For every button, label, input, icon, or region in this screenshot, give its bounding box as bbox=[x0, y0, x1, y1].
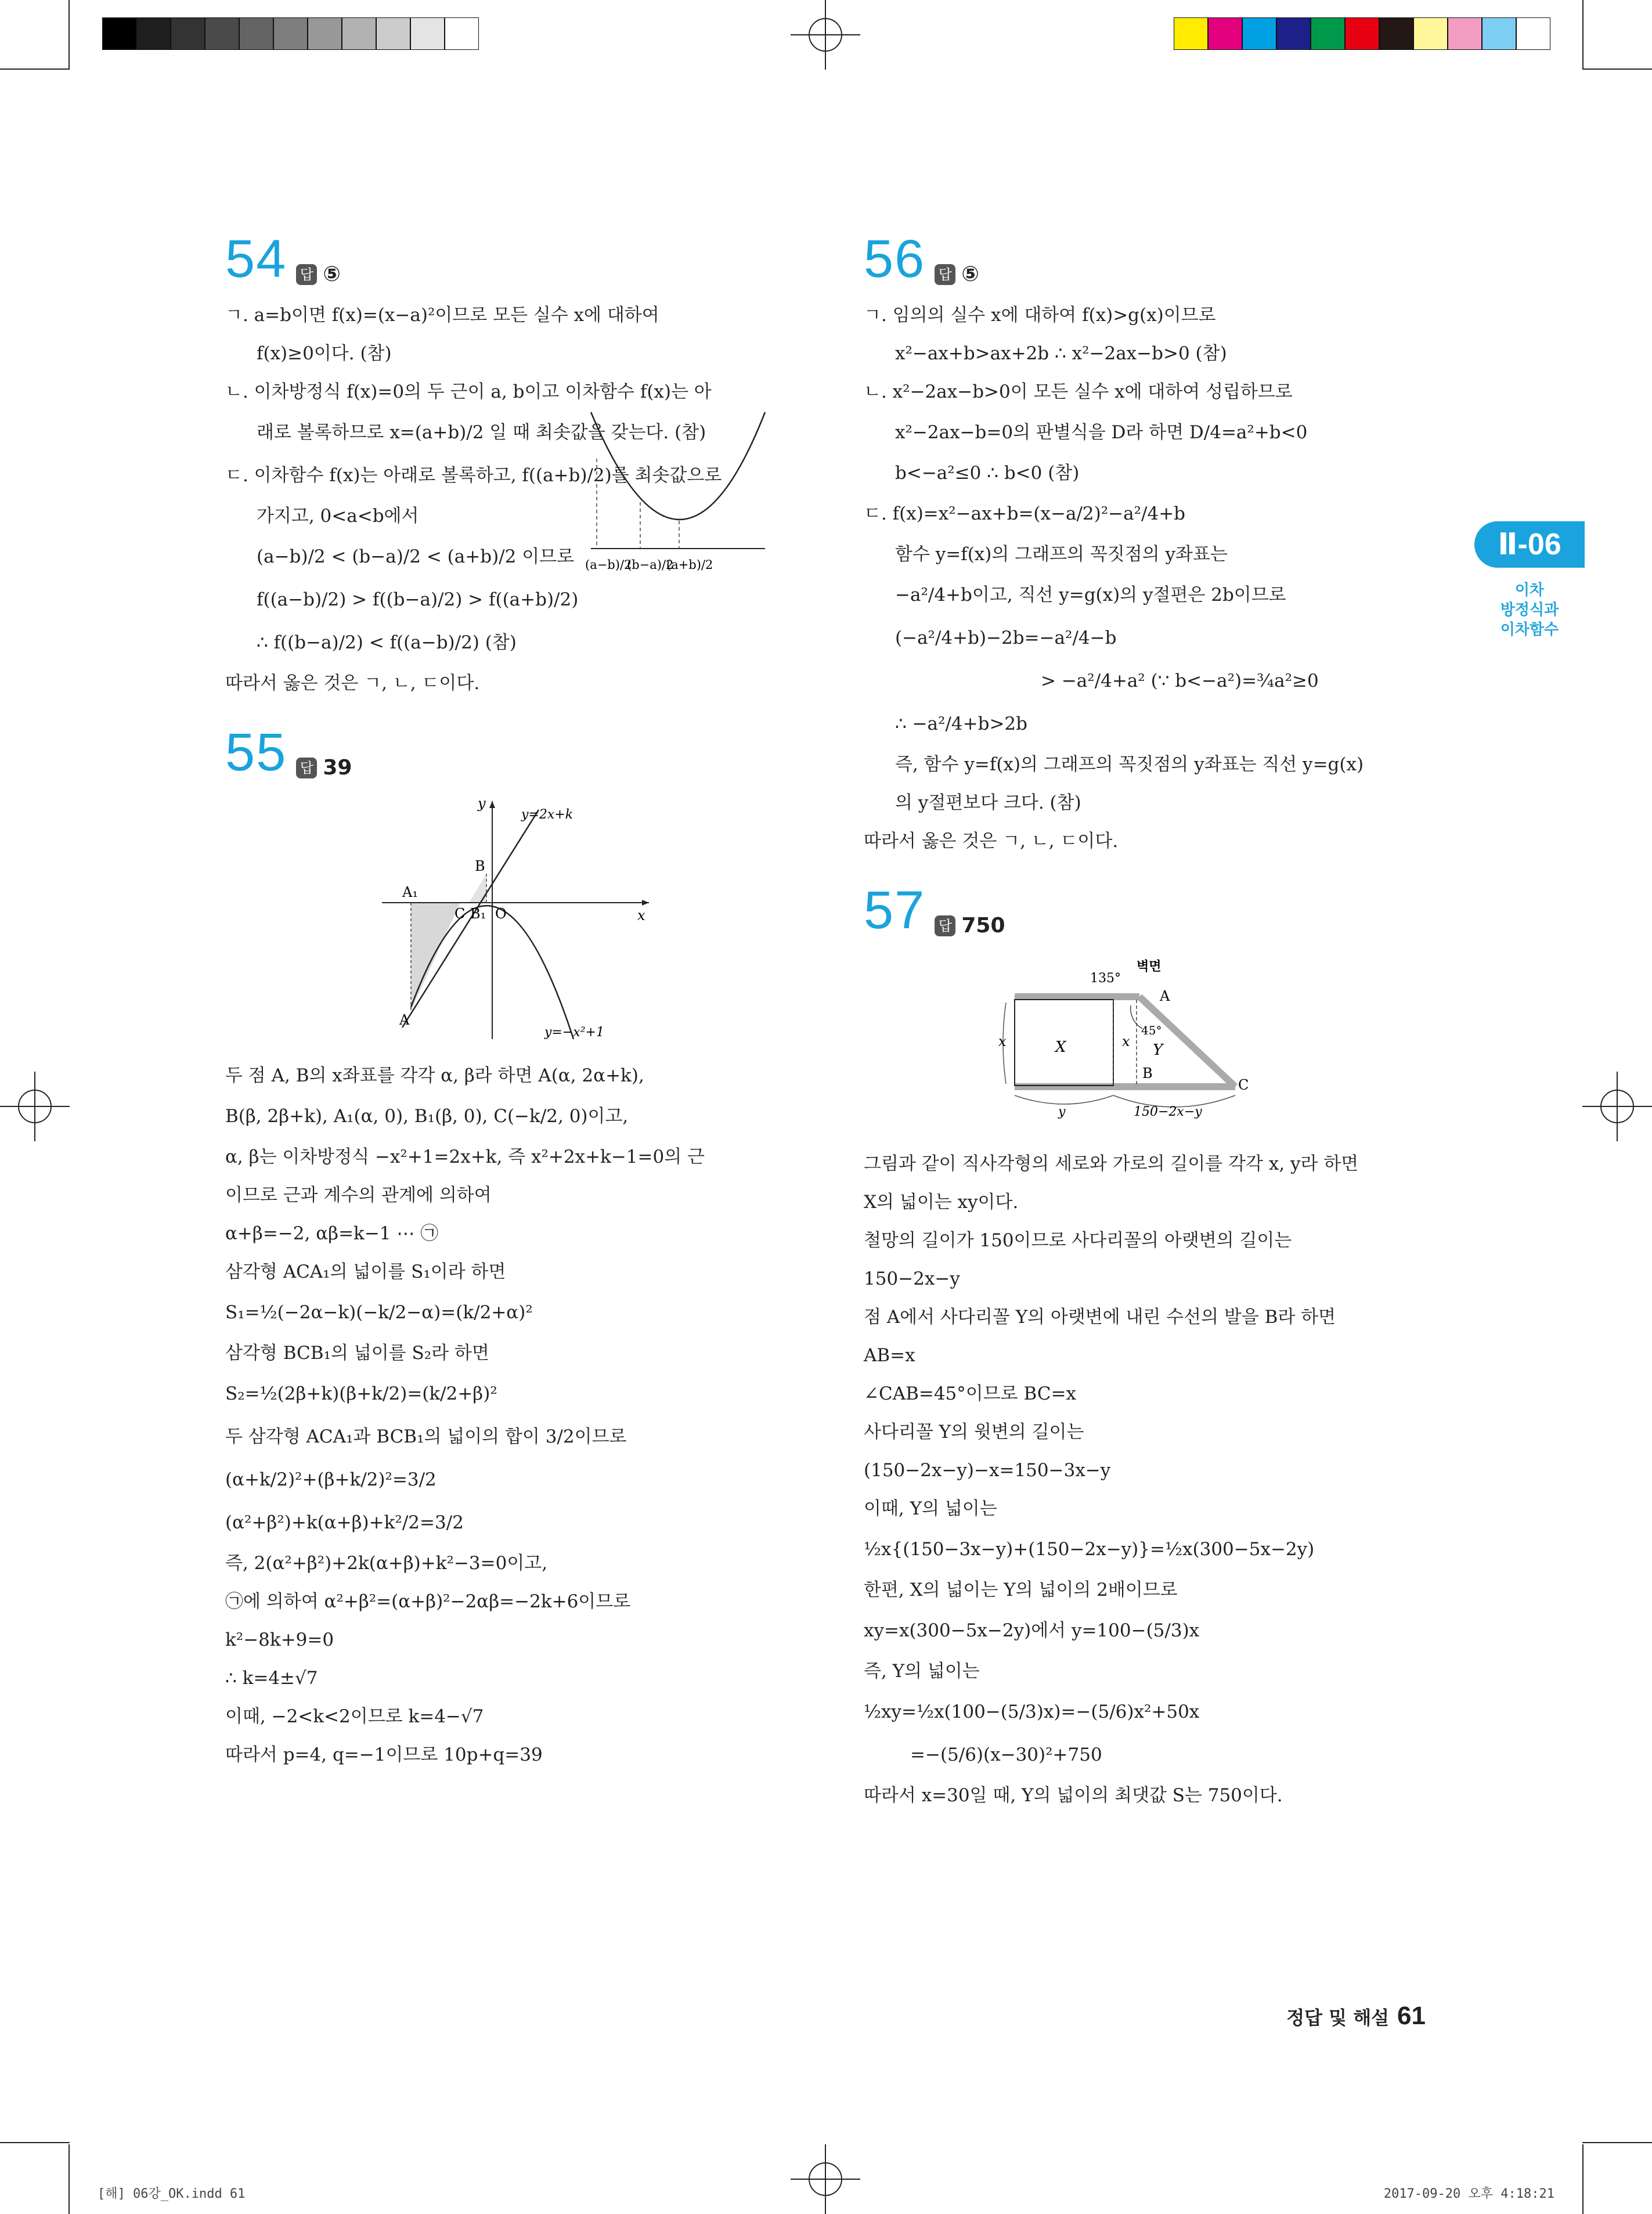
color-swatch bbox=[342, 17, 376, 50]
color-swatch bbox=[410, 17, 445, 50]
color-swatch bbox=[273, 17, 308, 50]
solution-line: 두 삼각형 ACA₁과 BCB₁의 넓이의 합이 3/2이므로 bbox=[225, 1426, 627, 1447]
color-swatch bbox=[1516, 17, 1550, 50]
problem-number: 56 bbox=[864, 229, 926, 289]
solution-line: 따라서 p=4, q=−1이므로 10p+q=39 bbox=[225, 1744, 543, 1765]
solution-line: S₂=½(2β+k)(β+k/2)=(k/2+β)² bbox=[225, 1383, 497, 1404]
solution-line: 즉, 2(α²+β²)+2k(α+β)+k²−3=0이고, bbox=[225, 1553, 548, 1574]
fig-label: x bbox=[1122, 1033, 1130, 1050]
problem-number: 57 bbox=[864, 881, 926, 940]
fig-label: y bbox=[1058, 1105, 1066, 1119]
crop-mark bbox=[1582, 2144, 1584, 2214]
answer-tag: 답 bbox=[296, 758, 317, 778]
color-swatch bbox=[376, 17, 410, 50]
crop-mark bbox=[1582, 68, 1652, 70]
solution-line: ㄱ. a=b이면 f(x)=(x−a)²이므로 모든 실수 x에 대하여 bbox=[225, 305, 659, 326]
crop-mark bbox=[0, 68, 70, 70]
grayscale-swatch-bar bbox=[102, 17, 479, 50]
color-swatch bbox=[1413, 17, 1448, 50]
fig-label: B bbox=[1142, 1065, 1153, 1081]
fig-label: B bbox=[475, 858, 485, 874]
solution-line: 철망의 길이가 150이므로 사다리꼴의 아랫변의 길이는 bbox=[864, 1230, 1292, 1251]
problem-header bbox=[864, 881, 1456, 947]
solution-line: 150−2x−y bbox=[864, 1268, 960, 1289]
solution-line: 한편, X의 넓이는 Y의 넓이의 2배이므로 bbox=[864, 1580, 1178, 1600]
fig-label: x bbox=[998, 1033, 1007, 1050]
solution-line: 따라서 x=30일 때, Y의 넓이의 최댓값 S는 750이다. bbox=[864, 1785, 1283, 1806]
solution-line: 함수 y=f(x)의 그래프의 꼭짓점의 y좌표는 bbox=[895, 544, 1228, 565]
chapter-label-line: 이차함수 bbox=[1500, 621, 1559, 639]
color-swatch bbox=[1448, 17, 1482, 50]
fig-label: (a+b)/2 bbox=[666, 558, 713, 572]
right-column bbox=[864, 229, 1456, 1815]
color-swatch bbox=[102, 17, 136, 50]
problem-header bbox=[864, 229, 1456, 296]
fig-label: y bbox=[478, 795, 486, 812]
problem-56 bbox=[864, 229, 1456, 860]
color-swatch bbox=[308, 17, 342, 50]
crop-mark bbox=[68, 0, 70, 70]
solution-line: X의 넓이는 xy이다. bbox=[864, 1192, 1019, 1213]
color-swatch bbox=[239, 17, 273, 50]
crop-mark bbox=[1582, 0, 1584, 70]
solution-line: ∴ −a²/4+b>2b bbox=[895, 713, 1027, 734]
solution-line: ㄴ. x²−2ax−b>0이 모든 실수 x에 대하여 성립하므로 bbox=[864, 381, 1293, 402]
solution-line: ½xy=½x(100−(5/3)x)=−(5/6)x²+50x bbox=[864, 1701, 1200, 1722]
problem-57 bbox=[864, 881, 1456, 1815]
fig-label: 150−2x−y bbox=[1134, 1105, 1202, 1119]
page-number: 61 bbox=[1397, 2002, 1426, 2030]
problem-54 bbox=[225, 229, 817, 702]
color-swatch bbox=[445, 17, 479, 50]
fig-label: 45° bbox=[1141, 1023, 1162, 1037]
solution-line: x²−ax+b>ax+2b ∴ x²−2ax−b>0 (참) bbox=[895, 343, 1227, 364]
registration-mark bbox=[791, 0, 860, 70]
page-footer bbox=[1286, 2002, 1426, 2031]
solution-line: ㄷ. 이차함수 f(x)는 아래로 볼록하고, f((a+b)/2)를 최솟값으로 bbox=[225, 465, 722, 486]
solution-line: (150−2x−y)−x=150−3x−y bbox=[864, 1460, 1111, 1481]
footer-label: 정답 및 해설 bbox=[1286, 2007, 1390, 2029]
crop-mark bbox=[0, 2142, 70, 2143]
solution-line: 이때, Y의 넓이는 bbox=[864, 1498, 997, 1519]
solution-line: ∴ k=4±√7 bbox=[225, 1668, 318, 1689]
solution-line: b<−a²≤0 ∴ b<0 (참) bbox=[895, 463, 1080, 484]
color-swatch bbox=[171, 17, 205, 50]
solution-line: (α²+β²)+k(α+β)+k²/2=3/2 bbox=[225, 1512, 464, 1533]
chapter-label-line: 이차 bbox=[1514, 582, 1545, 599]
registration-mark bbox=[1582, 1072, 1652, 1141]
color-swatch-bar bbox=[1174, 17, 1550, 50]
solution-line: 래로 볼록하므로 x=(a+b)/2 일 때 최솟값을 갖는다. (참) bbox=[257, 422, 706, 443]
parabola-figure bbox=[579, 406, 788, 580]
color-swatch bbox=[136, 17, 171, 50]
solution-line: 그림과 같이 직사각형의 세로와 가로의 길이를 각각 x, y라 하면 bbox=[864, 1153, 1359, 1174]
fig-label: Y bbox=[1153, 1041, 1163, 1059]
solution-line: 가지고, 0<a<b에서 bbox=[257, 506, 419, 527]
solution-line: (α+k/2)²+(β+k/2)²=3/2 bbox=[225, 1469, 437, 1490]
solution-line: AB=x bbox=[864, 1345, 915, 1366]
fig-label: y=2x+k bbox=[521, 807, 573, 822]
solution-line: 이때, −2<k<2이므로 k=4−√7 bbox=[225, 1706, 484, 1727]
slug-right: 2017-09-20 오후 4:18:21 bbox=[1383, 2187, 1554, 2201]
solution-line: ½x{(150−3x−y)+(150−2x−y)}=½x(300−5x−2y) bbox=[864, 1539, 1315, 1560]
fence-figure bbox=[998, 947, 1305, 1122]
color-swatch bbox=[1276, 17, 1311, 50]
solution-line: 의 y절편보다 크다. (참) bbox=[895, 792, 1081, 813]
solution-line: f(x)≥0이다. (참) bbox=[257, 343, 392, 364]
solution-line: 삼각형 ACA₁의 넓이를 S₁이라 하면 bbox=[225, 1261, 506, 1282]
registration-mark bbox=[791, 2144, 860, 2214]
color-swatch bbox=[1242, 17, 1276, 50]
solution-line: ㄱ. 임의의 실수 x에 대하여 f(x)>g(x)이므로 bbox=[864, 305, 1216, 326]
solution-line: α, β는 이차방정식 −x²+1=2x+k, 즉 x²+2x+k−1=0의 근 bbox=[225, 1146, 705, 1167]
chapter-tab: Ⅱ-06 bbox=[1474, 521, 1585, 568]
fig-label: O bbox=[495, 906, 507, 922]
fig-label: y=−x²+1 bbox=[544, 1025, 604, 1040]
crop-mark bbox=[1582, 2142, 1652, 2143]
solution-line: 점 A에서 사다리꼴 Y의 아랫변에 내린 수선의 발을 B라 하면 bbox=[864, 1307, 1336, 1328]
problem-header bbox=[225, 229, 817, 296]
answer-tag: 답 bbox=[296, 264, 317, 285]
solution-line: xy=x(300−5x−2y)에서 y=100−(5/3)x bbox=[864, 1620, 1200, 1641]
color-swatch bbox=[1345, 17, 1379, 50]
answer-value: 39 bbox=[323, 756, 352, 780]
fig-label: X bbox=[1055, 1039, 1066, 1056]
answer-value: ⑤ bbox=[323, 262, 341, 286]
solution-line: 따라서 옳은 것은 ㄱ, ㄴ, ㄷ이다. bbox=[225, 673, 480, 694]
chapter-label bbox=[1474, 580, 1585, 640]
solution-line: 두 점 A, B의 x좌표를 각각 α, β라 하면 A(α, 2α+k), bbox=[225, 1065, 644, 1086]
answer-tag: 답 bbox=[935, 264, 955, 285]
solution-line: ∠CAB=45°이므로 BC=x bbox=[864, 1383, 1077, 1404]
color-swatch bbox=[1174, 17, 1208, 50]
fig-label: 135° bbox=[1090, 971, 1121, 986]
answer-value: 750 bbox=[961, 914, 1005, 937]
solution-line: 이므로 근과 계수의 관계에 의하여 bbox=[225, 1185, 492, 1206]
fig-label: A bbox=[399, 1012, 410, 1028]
solution-line: (−a²/4+b)−2b=−a²/4−b bbox=[895, 628, 1117, 648]
solution-line: 따라서 옳은 것은 ㄱ, ㄴ, ㄷ이다. bbox=[864, 831, 1119, 852]
fig-label: C bbox=[455, 906, 466, 922]
solution-line: =−(5/6)(x−30)²+750 bbox=[910, 1744, 1102, 1765]
solution-line: (a−b)/2 < (b−a)/2 < (a+b)/2 이므로 bbox=[257, 546, 575, 567]
fig-label: x bbox=[637, 907, 645, 924]
fig-label: B₁ bbox=[470, 906, 486, 922]
color-swatch bbox=[1208, 17, 1242, 50]
problem-header bbox=[225, 723, 817, 789]
problem-number: 55 bbox=[225, 723, 287, 782]
solution-line: > −a²/4+a² (∵ b<−a²)=¾a²≥0 bbox=[1041, 670, 1319, 691]
color-swatch bbox=[1482, 17, 1516, 50]
solution-line: 즉, 함수 y=f(x)의 그래프의 꼭짓점의 y좌표는 직선 y=g(x) bbox=[895, 754, 1364, 775]
solution-line: 즉, Y의 넓이는 bbox=[864, 1661, 980, 1682]
chapter-label-line: 방정식과 bbox=[1500, 601, 1559, 619]
color-swatch bbox=[1311, 17, 1345, 50]
solution-line: α+β=−2, αβ=k−1 ⋯ ㉠ bbox=[225, 1223, 439, 1244]
problem-55 bbox=[225, 723, 817, 1774]
registration-mark bbox=[0, 1072, 70, 1141]
solution-line: B(β, 2β+k), A₁(α, 0), B₁(β, 0), C(−k/2, 0)이고, bbox=[225, 1106, 629, 1127]
solution-line: ∴ f((b−a)/2) < f((a−b)/2) (참) bbox=[257, 632, 517, 653]
solution-line: S₁=½(−2α−k)(−k/2−α)=(k/2+α)² bbox=[225, 1302, 533, 1323]
answer-value: ⑤ bbox=[961, 262, 979, 286]
color-swatch bbox=[205, 17, 239, 50]
solution-line: k²−8k+9=0 bbox=[225, 1629, 334, 1650]
fig-label: A₁ bbox=[402, 884, 418, 900]
fig-label: (a−b)/2 bbox=[585, 558, 632, 572]
solution-line: ㉠에 의하여 α²+β²=(α+β)²−2αβ=−2k+6이므로 bbox=[225, 1591, 631, 1612]
solution-line: x²−2ax−b=0의 판별식을 D라 하면 D/4=a²+b<0 bbox=[895, 422, 1308, 443]
solution-line: 삼각형 BCB₁의 넓이를 S₂라 하면 bbox=[225, 1343, 489, 1364]
answer-tag: 답 bbox=[935, 915, 955, 936]
solution-line: 사다리꼴 Y의 윗변의 길이는 bbox=[864, 1422, 1084, 1443]
left-column bbox=[225, 229, 817, 1774]
solution-line: f((a−b)/2) > f((b−a)/2) > f((a+b)/2) bbox=[257, 589, 579, 610]
color-swatch bbox=[1379, 17, 1413, 50]
fig-label: 벽면 bbox=[1137, 959, 1162, 974]
fig-label: C bbox=[1238, 1077, 1249, 1093]
slug-left: [해] 06강_OK.indd 61 bbox=[98, 2187, 246, 2201]
line-parabola-figure bbox=[376, 795, 655, 1045]
fig-label: (b−a)/2 bbox=[627, 558, 674, 572]
solution-line: ㄷ. f(x)=x²−ax+b=(x−a/2)²−a²/4+b bbox=[864, 503, 1186, 524]
solution-line: −a²/4+b이고, 직선 y=g(x)의 y절편은 2b이므로 bbox=[895, 585, 1286, 605]
crop-mark bbox=[68, 2144, 70, 2214]
fig-label: A bbox=[1160, 988, 1170, 1004]
solution-line: ㄴ. 이차방정식 f(x)=0의 두 근이 a, b이고 이차함수 f(x)는 아 bbox=[225, 381, 712, 402]
problem-number: 54 bbox=[225, 229, 287, 289]
